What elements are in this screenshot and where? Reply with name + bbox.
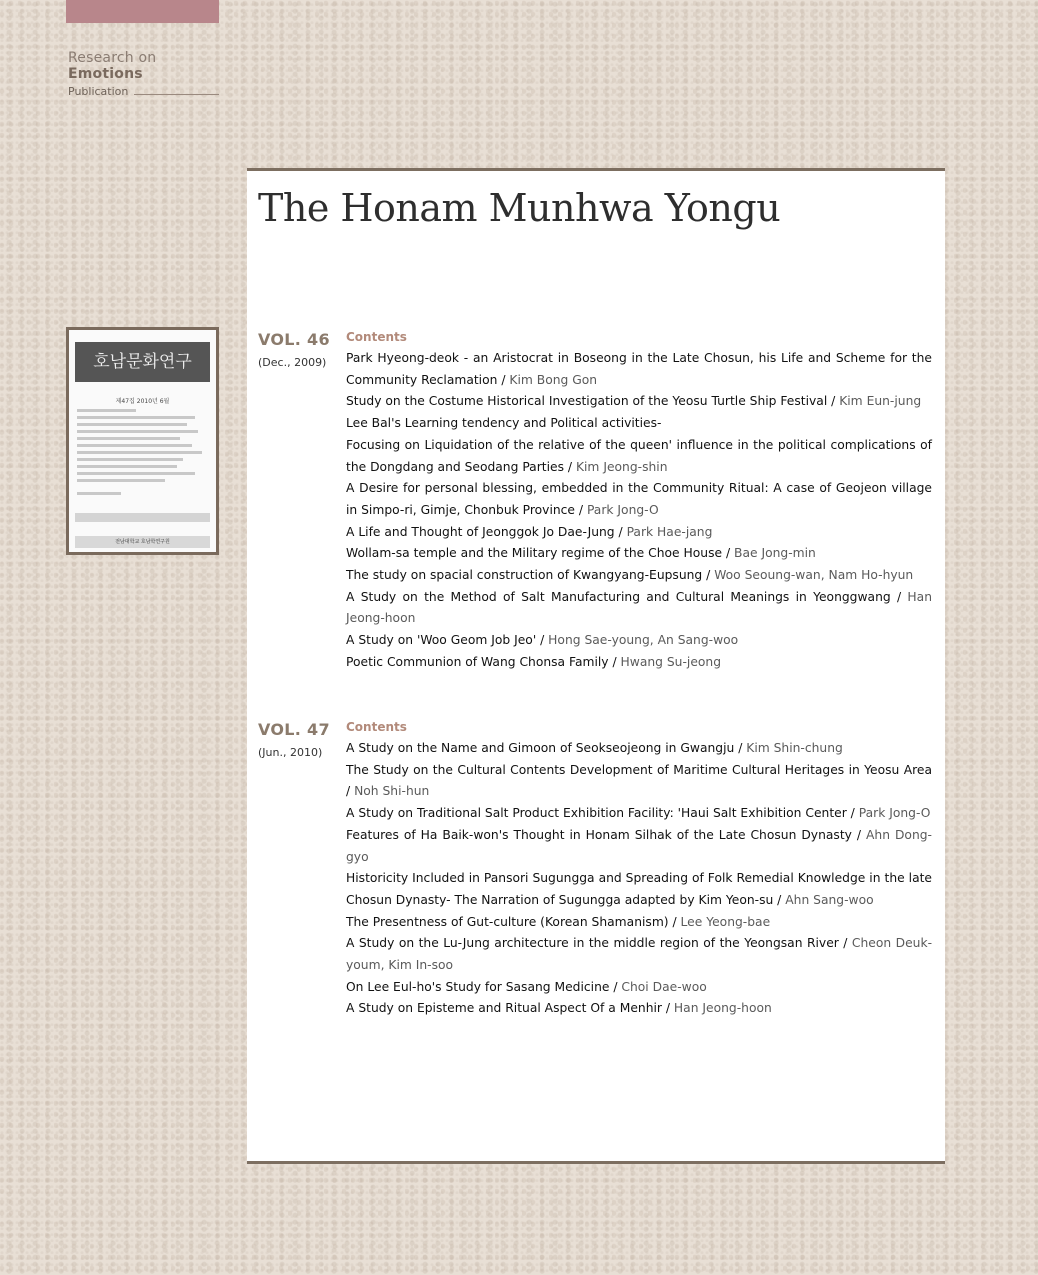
article-authors: Lee Yeong-bae	[676, 914, 771, 929]
article-entry[interactable]	[346, 413, 932, 435]
brand-subtitle-row	[68, 85, 219, 98]
brand-title-prefix: Research on	[68, 50, 157, 66]
article-title: On Lee Eul-ho's Study for Sasang Medicine /	[346, 979, 618, 994]
article-authors: Noh Shi-hun	[350, 784, 430, 799]
brand-divider	[134, 94, 219, 95]
article-authors: Kim Bong Gon	[505, 372, 598, 387]
article-entry[interactable]	[346, 760, 932, 803]
cover-volume: 제47집 2010년 6월	[115, 398, 170, 405]
brand-block	[68, 50, 219, 98]
article-title: Historicity Included in Pansori Sugungga and Spreading of Folk Remedial Knowledge in the late Chosun Dynasty- The Narration of Sugungga adapted by Kim Yeon-su /	[346, 871, 932, 907]
article-entry[interactable]	[346, 522, 932, 544]
article-title: A Study on the Method of Salt Manufacturing and Cultural Meanings in Yeonggwang /	[346, 589, 902, 604]
article-entry[interactable]	[346, 435, 932, 478]
article-authors: Kim Eun-jung	[835, 394, 922, 409]
article-title: Focusing on Liquidation of the relative of the queen' influence in the political complications of the Dongdang and Seodang Parties /	[346, 437, 932, 474]
article-entry[interactable]	[346, 825, 932, 868]
contents-heading: Contents	[346, 720, 407, 734]
article-entry[interactable]	[346, 478, 932, 521]
article-authors: Ahn Sang-woo	[781, 892, 874, 907]
article-title: A Study on 'Woo Geom Job Jeo' /	[346, 633, 545, 648]
volume-date: (Jun., 2010)	[258, 746, 323, 759]
article-entry[interactable]	[346, 868, 932, 911]
article-entry[interactable]	[346, 803, 932, 825]
article-entry[interactable]	[346, 391, 932, 413]
brand-subtitle: Publication	[68, 85, 129, 98]
article-authors: Han Jeong-hoon	[670, 1001, 772, 1016]
article-authors: Park Hae-jang	[622, 524, 713, 539]
article-authors: Kim Shin-chung	[742, 741, 843, 755]
article-authors: Park Jong-O	[583, 502, 659, 517]
article-title: Park Hyeong-deok - an Aristocrat in Boseong in the Late Chosun, his Life and Scheme for the Community Reclamation /	[346, 351, 932, 387]
article-entry[interactable]	[346, 348, 932, 391]
article-title: A Study on Traditional Salt Product Exhibition Facility: 'Haui Salt Exhibition Center /	[346, 806, 855, 821]
article-entry[interactable]	[346, 738, 932, 760]
journal-cover-image	[66, 327, 219, 555]
page-title: The Honam Munhwa Yongu	[258, 186, 781, 230]
cover-footer: 전남대학교 호남학연구원	[75, 536, 210, 548]
top-nav-tab[interactable]	[66, 0, 219, 23]
article-entry[interactable]	[346, 587, 932, 630]
article-authors: Kim Jeong-shin	[572, 459, 668, 474]
article-authors: Choi Dae-woo	[617, 979, 707, 994]
volume-date: (Dec., 2009)	[258, 356, 327, 369]
article-title: Features of Ha Baik-won's Thought in Honam Silhak of the Late Chosun Dynasty /	[346, 827, 862, 842]
article-entry[interactable]	[346, 998, 932, 1020]
article-title: A Desire for personal blessing, embedded in the Community Ritual: A case of Geojeon village in Simpo-ri, Gimje, Chonbuk Province /	[346, 481, 932, 517]
article-authors: Cheon Deuk-youm, Kim In-soo	[346, 936, 933, 973]
article-authors: Park Jong-O	[854, 806, 931, 821]
article-title: Lee Bal's Learning tendency and Political activities-	[346, 416, 662, 431]
article-entry[interactable]	[346, 543, 932, 565]
article-title: A Study on the Name and Gimoon of Seokseojeong in Gwangju /	[346, 741, 743, 755]
article-title: The study on spacial construction of Kwangyang-Eupsung /	[346, 568, 711, 583]
volume-contents	[346, 330, 932, 674]
content-panel	[247, 168, 945, 1164]
article-title: The Study on the Cultural Contents Development of Maritime Cultural Heritages in Yeosu Area /	[346, 762, 932, 799]
article-list	[346, 738, 932, 1020]
volume-label: VOL. 47	[258, 720, 330, 739]
volume-label: VOL. 46	[258, 330, 330, 349]
article-title: Wollam-sa temple and the Military regime of the Choe House /	[346, 546, 731, 561]
article-authors: Ahn Dong-gyo	[346, 827, 932, 864]
cover-title: 호남문화연구	[75, 342, 210, 382]
article-entry[interactable]	[346, 565, 932, 587]
article-entry[interactable]	[346, 630, 932, 652]
article-authors: Hong Sae-young, An Sang-woo	[544, 633, 739, 648]
article-authors: Bae Jong-min	[730, 546, 816, 561]
article-title: Poetic Communion of Wang Chonsa Family /	[346, 654, 617, 669]
article-entry[interactable]	[346, 933, 932, 976]
article-authors: Hwang Su-jeong	[616, 654, 722, 669]
volume-contents	[346, 720, 932, 1020]
article-title: A Study on the Lu-Jung architecture in the middle region of the Yeongsan River /	[346, 936, 848, 951]
contents-heading: Contents	[346, 330, 407, 344]
article-entry[interactable]	[346, 652, 932, 674]
article-entry[interactable]	[346, 912, 932, 934]
article-authors: Han Jeong-hoon	[346, 589, 932, 626]
article-entry[interactable]	[346, 977, 932, 999]
article-title: Study on the Costume Historical Investigation of the Yeosu Turtle Ship Festival /	[346, 394, 836, 409]
article-authors: Woo Seoung-wan, Nam Ho-hyun	[710, 568, 914, 583]
brand-title-emphasis: Emotions	[68, 66, 143, 82]
article-title: The Presentness of Gut-culture (Korean Shamanism) /	[346, 914, 677, 929]
brand-title	[68, 50, 219, 82]
article-title: A Life and Thought of Jeonggok Jo Dae-Jung /	[346, 524, 623, 539]
article-title: A Study on Episteme and Ritual Aspect Of a Menhir /	[346, 1001, 671, 1016]
article-list	[346, 348, 932, 674]
